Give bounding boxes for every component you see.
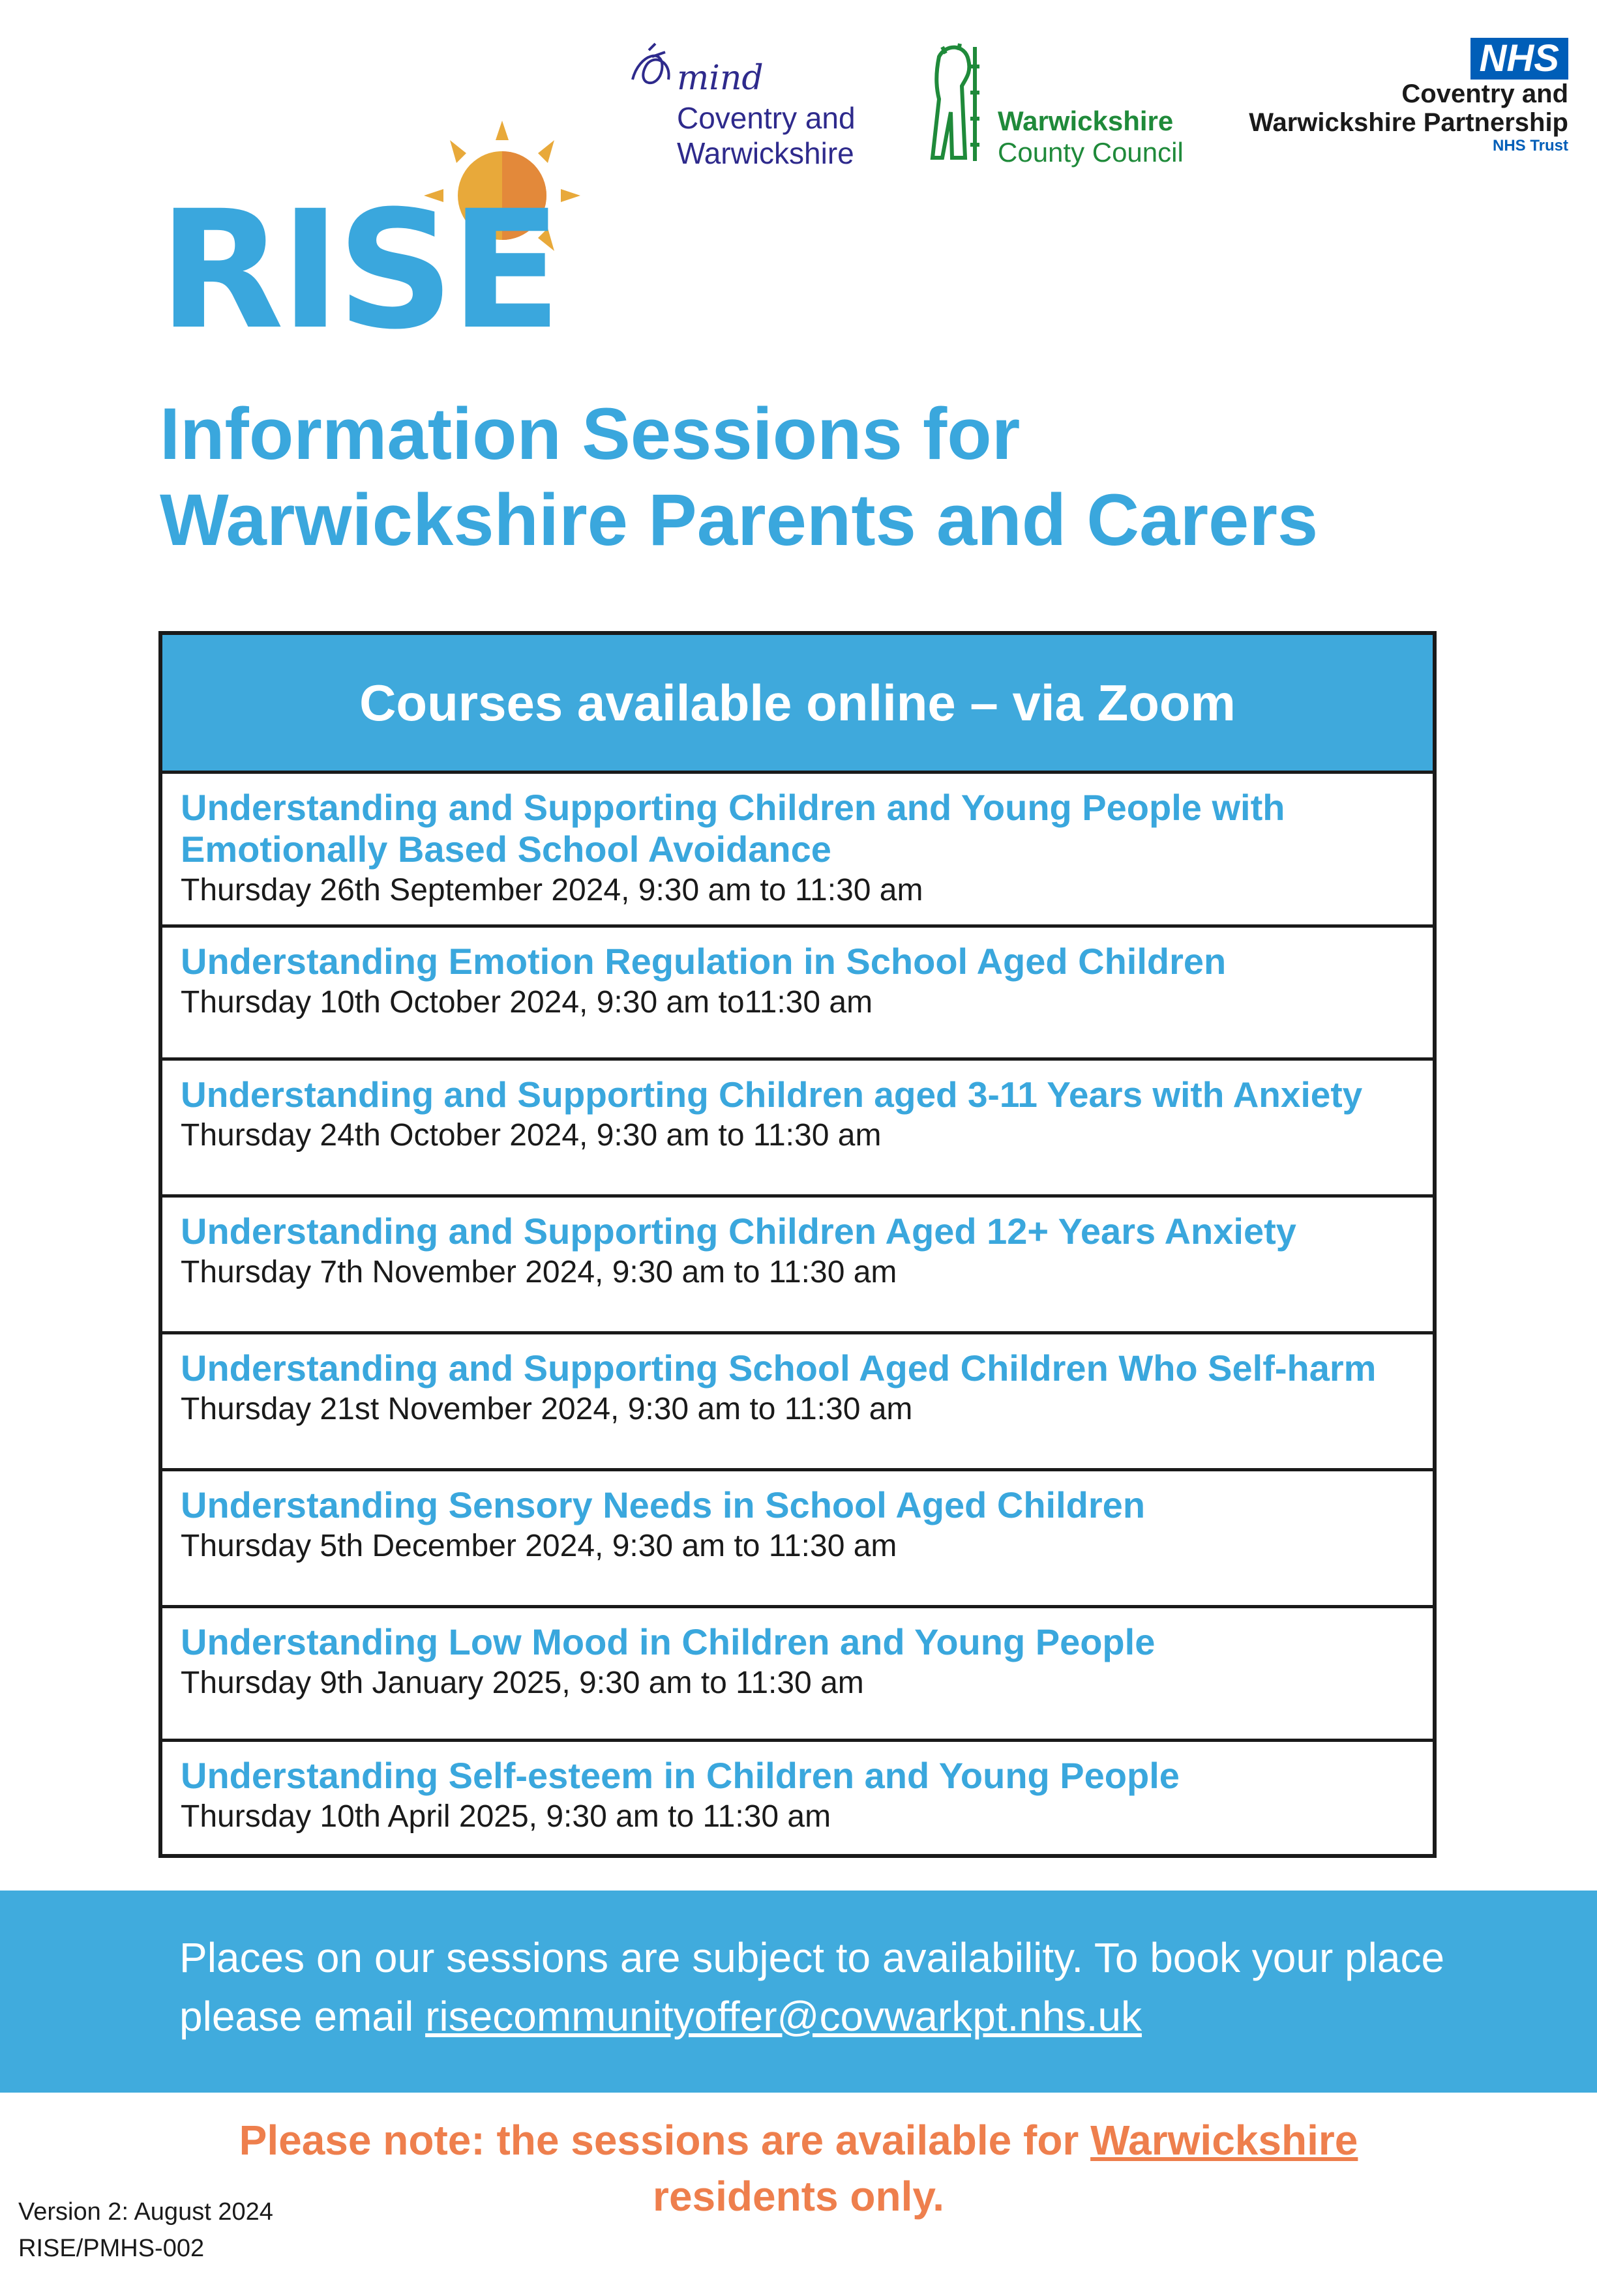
- title-line2: Warwickshire Parents and Carers: [160, 479, 1319, 561]
- note-text-before: Please note: the sessions are available for: [239, 2117, 1091, 2164]
- note-text-after: residents only.: [653, 2173, 944, 2220]
- warwickshire-county-council-logo: [919, 40, 1193, 171]
- course-row: [162, 1608, 1433, 1742]
- title-line1: Information Sessions for: [160, 393, 1021, 475]
- booking-text: [179, 1928, 1484, 2046]
- course-title: Understanding Emotion Regulation in School Aged Children: [181, 941, 1227, 982]
- booking-instructions: Places on our sessions are subject to availability. To book your place please email: [179, 1934, 1445, 2040]
- nhs-line2: Warwickshire Partnership: [1249, 108, 1568, 137]
- wcc-line2: County Council: [998, 137, 1184, 168]
- course-title: Understanding and Supporting Children aged 3-11 Years with Anxiety: [181, 1074, 1363, 1115]
- course-row: [162, 1334, 1433, 1471]
- bear-and-ragged-staff-icon: [919, 40, 991, 164]
- mind-wordmark: mind: [677, 59, 764, 98]
- course-date: Thursday 26th September 2024, 9:30 am to 11:30 am: [181, 873, 923, 907]
- nhs-line1: Coventry and: [1401, 80, 1568, 108]
- table-header: Courses available online – via Zoom: [162, 635, 1433, 774]
- course-row: [162, 1471, 1433, 1608]
- booking-email-link[interactable]: risecommunityoffer@covwarkpt.nhs.uk: [425, 1993, 1142, 2040]
- course-row: [162, 1742, 1433, 1872]
- mind-subtitle: [677, 100, 856, 171]
- booking-banner: [0, 1891, 1597, 2093]
- course-row: [162, 774, 1433, 928]
- course-title: Understanding and Supporting School Aged Children Who Self-harm: [181, 1347, 1377, 1389]
- course-row: [162, 928, 1433, 1061]
- course-date: Thursday 24th October 2024, 9:30 am to 11:30 am: [181, 1118, 882, 1153]
- mind-line2: Warwickshire: [677, 136, 854, 170]
- nhs-badge: NHS: [1470, 38, 1568, 80]
- mind-swirl-icon: [626, 40, 678, 106]
- course-row: [162, 1198, 1433, 1334]
- course-date: Thursday 10th October 2024, 9:30 am to11:30 am: [181, 985, 873, 1020]
- wcc-name: [998, 106, 1184, 168]
- nhs-trust-label: NHS Trust: [1492, 137, 1568, 155]
- page-title: [160, 391, 1464, 563]
- rise-logo: RISE: [158, 175, 558, 365]
- course-title: Understanding Sensory Needs in School Aged Children: [181, 1484, 1146, 1525]
- document-version: [18, 2194, 273, 2267]
- version-label: Version 2: August 2024: [18, 2198, 273, 2226]
- course-date: Thursday 9th January 2025, 9:30 am to 11:30 am: [181, 1666, 864, 1700]
- course-date: Thursday 5th December 2024, 9:30 am to 11:30 am: [181, 1529, 897, 1563]
- course-date: Thursday 21st November 2024, 9:30 am to 11:30 am: [181, 1392, 913, 1426]
- course-title: Understanding Low Mood in Children and Young People: [181, 1621, 1156, 1662]
- course-row: [162, 1061, 1433, 1198]
- document-code: RISE/PMHS-002: [18, 2235, 205, 2262]
- course-title: Understanding and Supporting Children and Young People with Emotionally Based School Avoidance: [181, 787, 1285, 870]
- nhs-trust-logo: [1226, 38, 1568, 168]
- courses-table: [158, 631, 1437, 1858]
- note-warwickshire: Warwickshire: [1090, 2117, 1358, 2164]
- course-date: Thursday 7th November 2024, 9:30 am to 11:30 am: [181, 1255, 897, 1289]
- mind-line1: Coventry and: [677, 101, 856, 135]
- course-date: Thursday 10th April 2025, 9:30 am to 11:30 am: [181, 1799, 831, 1834]
- mind-logo: [626, 40, 874, 171]
- wcc-line1: Warwickshire: [998, 106, 1174, 136]
- course-title: Understanding and Supporting Children Aged 12+ Years Anxiety: [181, 1211, 1296, 1252]
- course-title: Understanding Self-esteem in Children and Young People: [181, 1755, 1180, 1796]
